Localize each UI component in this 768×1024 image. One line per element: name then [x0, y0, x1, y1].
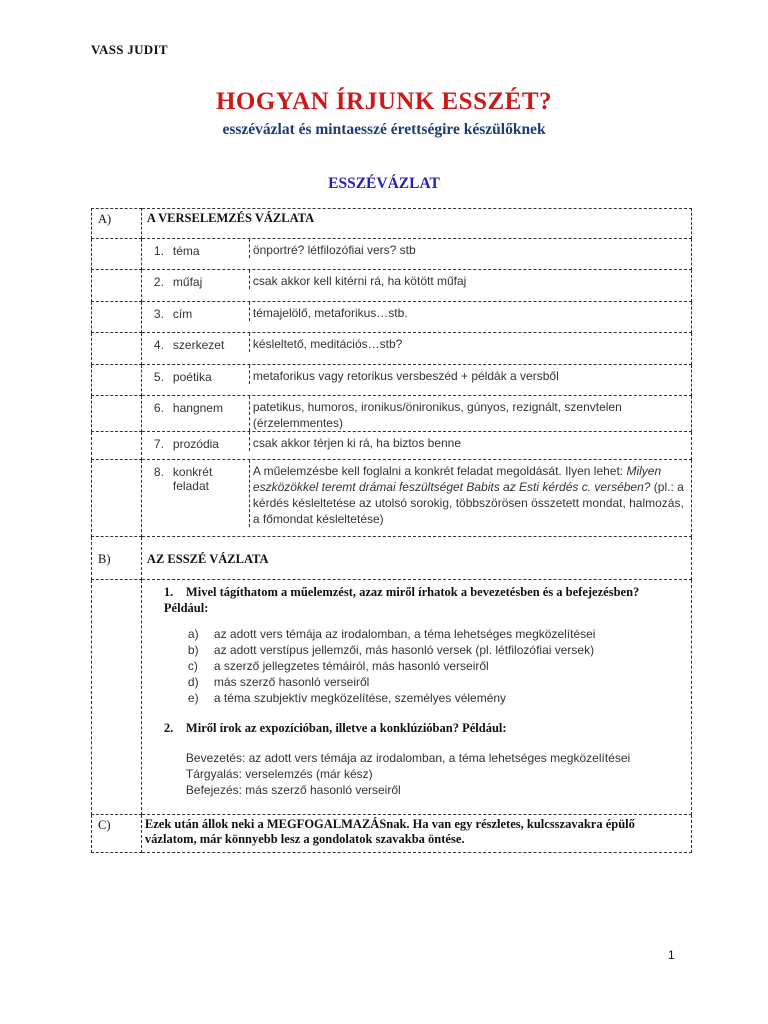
table-row — [92, 270, 692, 302]
table-row — [92, 239, 692, 270]
row-description: csak akkor térjen ki rá, ha biztos benne — [249, 432, 691, 451]
row-label: hangnem — [172, 401, 223, 415]
row-label: téma — [172, 244, 200, 258]
intro-line: Bevezetés: az adott vers témája az irodalomban, a téma lehetséges megközelítései — [185, 751, 631, 765]
table-row — [92, 365, 692, 396]
question-1 — [164, 584, 683, 616]
document-subtitle: esszévázlat és mintaesszé érettségire készülőknek — [222, 121, 546, 138]
row-label: poétika — [172, 370, 212, 384]
question-1-list — [164, 626, 683, 706]
row-number: 2. — [153, 275, 164, 289]
section-c-letter: C) — [92, 815, 142, 853]
row-number: 3. — [153, 307, 164, 321]
table-row — [92, 302, 692, 333]
row-number: 7. — [153, 437, 164, 451]
section-a-header-row — [92, 209, 692, 239]
outline-table — [91, 208, 692, 853]
section-heading: ESSZÉVÁZLAT — [328, 175, 440, 192]
row-label: műfaj — [172, 275, 203, 289]
section-a-heading: A VERSELEMZÉS VÁZLATA — [141, 209, 691, 239]
list-item: d) más szerző hasonló verseiről — [187, 675, 370, 689]
list-item: b) az adott verstípus jellemzői, más hasonló versek (pl. létfilozófiai versek) — [187, 643, 595, 657]
row-description: önportré? létfilozófiai vers? stb — [249, 239, 691, 258]
row-description-tail: (pl.: a kérdés késleltetése az utolsó sorokig, többszörösen összetett mondat, halmozás, a főmondat késleltetése) — [252, 480, 684, 526]
question-1-text: Mivel tágíthatom a műelemzést, azaz miről írhatok a bevezetésben és a befejezésben? Például: — [163, 585, 640, 615]
row-description: csak akkor kell kitérni rá, ha kötött műfaj — [249, 270, 691, 289]
row-number: 5. — [153, 370, 164, 384]
page-number: 1 — [668, 948, 675, 962]
row-description: késleltető, meditációs…stb? — [249, 333, 691, 352]
row-description — [249, 460, 691, 527]
row-label: cím — [172, 307, 193, 321]
question-2 — [164, 720, 683, 736]
row-label: konkrét feladat — [172, 465, 213, 493]
row-description: témajelölő, metaforikus…stb. — [249, 302, 691, 321]
section-b-letter: B) — [92, 537, 142, 580]
document-title: HOGYAN ÍRJUNK ESSZÉT? — [215, 88, 553, 115]
section-b-heading: AZ ESSZÉ VÁZLATA — [141, 537, 691, 580]
question-1-number: 1. — [163, 585, 174, 599]
section-c-text: Ezek után állok neki a MEGFOGALMAZÁSnak. Ha van egy részletes, kulcsszavakra épülő vázlatom, már könnyebb lesz a gondolatok szavakba öntése. — [141, 815, 691, 853]
table-row — [92, 396, 692, 432]
row-description-intro: A műelemzésbe kell foglalni a konkrét feladat megoldását. Ilyen lehet: — [252, 464, 627, 478]
section-a-letter: A) — [92, 209, 142, 239]
section-b-header-row — [92, 537, 692, 580]
section-b-content — [141, 580, 691, 815]
section-b-body-row — [92, 580, 692, 815]
table-row — [92, 460, 692, 537]
conclusion-line: Befejezés: más szerző hasonló verseiről — [185, 783, 401, 797]
section-c-row — [92, 815, 692, 853]
list-item: a) az adott vers témája az irodalomban, a téma lehetséges megközelítései — [187, 627, 596, 641]
example-question: Milyen eszközökkel teremt drámai feszültséget Babits az Esti kérdés c. versében? — [252, 464, 662, 494]
author-name: VASS JUDIT — [91, 42, 168, 57]
table-row — [92, 432, 692, 460]
body-line: Tárgyalás: verselemzés (már kész) — [185, 767, 373, 781]
row-description: patetikus, humoros, ironikus/önironikus, gúnyos, rezignált, szenvtelen (érzelemmentes) — [249, 396, 691, 431]
list-item: c) a szerző jellegzetes témáiról, más hasonló verseiről — [187, 659, 489, 673]
question-2-text: Miről írok az expozícióban, illetve a konklúzióban? Például: — [185, 721, 507, 735]
row-label: prozódia — [172, 437, 219, 451]
row-description: metaforikus vagy retorikus versbeszéd + példák a versből — [249, 365, 691, 384]
row-label: szerkezet — [172, 338, 225, 352]
list-item: e) a téma szubjektív megközelítése, személyes vélemény — [187, 691, 507, 705]
row-number: 1. — [153, 244, 164, 258]
table-row — [92, 333, 692, 365]
row-number: 6. — [153, 401, 164, 415]
question-2-number: 2. — [163, 721, 174, 735]
row-number: 8. — [153, 465, 164, 479]
row-number: 4. — [153, 338, 164, 352]
